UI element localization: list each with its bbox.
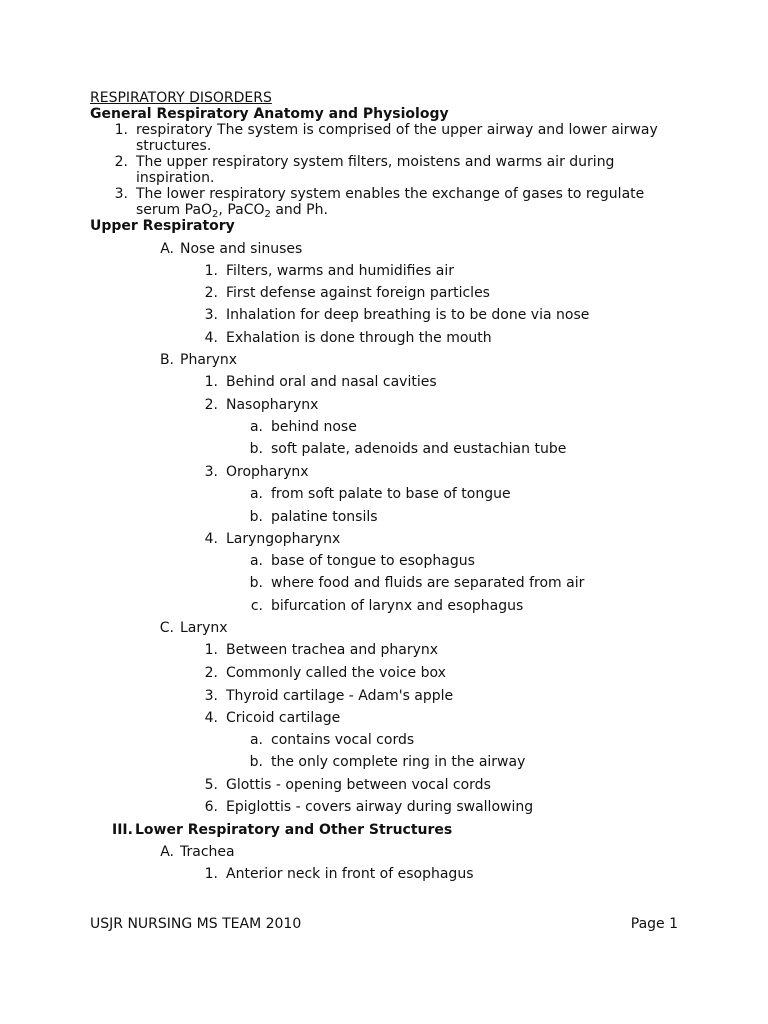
outline-subitem: soft palate, adenoids and eustachian tube [271,441,567,457]
outline-item: Behind oral and nasal cavities [226,374,437,390]
outline-item: Nasopharynx [226,397,319,413]
outline-heading: Trachea [180,844,235,860]
outline-item: Exhalation is done through the mouth [226,330,492,346]
outline-item: Laryngopharynx [226,531,341,547]
section-heading-general: General Respiratory Anatomy and Physiology [90,106,449,122]
outline-subitem: where food and fluids are separated from air [271,575,585,591]
outline-marker: 1. [204,866,218,882]
list-item-continuation: serum PaO$_2$, PaCO$_2$ and Ph. [136,202,328,220]
outline-marker: a. [249,732,263,748]
outline-marker: c. [250,598,263,614]
outline-subitem: from soft palate to base of tongue [271,486,511,502]
outline-marker: b. [249,441,263,457]
outline-marker: B. [159,352,174,368]
outline-marker: a. [249,486,263,502]
list-item: The lower respiratory system enables the exchange of gases to regulate [136,186,645,202]
outline-marker: III. [112,822,133,838]
document-title: RESPIRATORY DISORDERS [90,90,272,106]
list-item-continuation: structures. [136,138,212,154]
outline-marker: 4. [204,330,218,346]
outline-marker: 3. [204,464,218,480]
outline-marker: 3. [204,688,218,704]
outline-subitem: palatine tonsils [271,509,378,525]
outline-item: Filters, warms and humidifies air [226,263,455,279]
outline-marker: A. [160,844,174,860]
outline-marker: 5. [204,777,218,793]
outline-subitem: the only complete ring in the airway [271,754,526,770]
outline-item: Glottis - opening between vocal cords [226,777,491,793]
outline-heading: Pharynx [180,352,238,368]
outline-item: Anterior neck in front of esophagus [226,866,474,882]
outline-subitem: behind nose [271,419,357,435]
outline-marker: 6. [204,799,218,815]
outline-heading: Larynx [180,620,228,636]
outline-item: First defense against foreign particles [226,285,490,301]
outline-item: Cricoid cartilage [226,710,341,726]
outline-marker: 1. [204,642,218,658]
outline-marker: 1. [204,374,218,390]
outline-item: Commonly called the voice box [226,665,446,681]
outline-marker: a. [249,553,263,569]
outline-marker: b. [249,575,263,591]
outline-subitem: bifurcation of larynx and esophagus [271,598,524,614]
list-item-marker: 1. [114,122,128,138]
outline-marker: C. [159,620,174,636]
outline-marker: 2. [204,397,218,413]
list-item-marker: 3. [114,186,128,202]
outline-marker: 4. [204,710,218,726]
outline-item: Thyroid cartilage - Adam's apple [226,688,454,704]
section-heading-lower: Lower Respiratory and Other Structures [135,822,453,838]
outline-marker: A. [160,241,174,257]
outline-marker: 2. [204,665,218,681]
list-item-marker: 2. [114,154,128,170]
outline-item: Between trachea and pharynx [226,642,439,658]
outline-item: Inhalation for deep breathing is to be done via nose [226,307,590,323]
outline-marker: a. [249,419,263,435]
footer-left: USJR NURSING MS TEAM 2010 [90,916,302,932]
list-item: The upper respiratory system filters, moistens and warms air during [136,154,615,170]
section-heading-upper: Upper Respiratory [90,218,235,234]
page-number: Page 1 [630,916,678,932]
outline-marker: 1. [204,263,218,279]
outline-marker: b. [249,754,263,770]
list-item-continuation: inspiration. [136,170,215,186]
outline-marker: 4. [204,531,218,547]
outline-item: Oropharynx [226,464,309,480]
outline-marker: 2. [204,285,218,301]
outline-item: Epiglottis - covers airway during swallowing [226,799,534,815]
outline-subitem: contains vocal cords [271,732,415,748]
outline-heading: Nose and sinuses [180,241,303,257]
outline-marker: 3. [204,307,218,323]
list-item: respiratory The system is comprised of the upper airway and lower airway [136,122,658,138]
outline-subitem: base of tongue to esophagus [271,553,475,569]
outline-marker: b. [249,509,263,525]
